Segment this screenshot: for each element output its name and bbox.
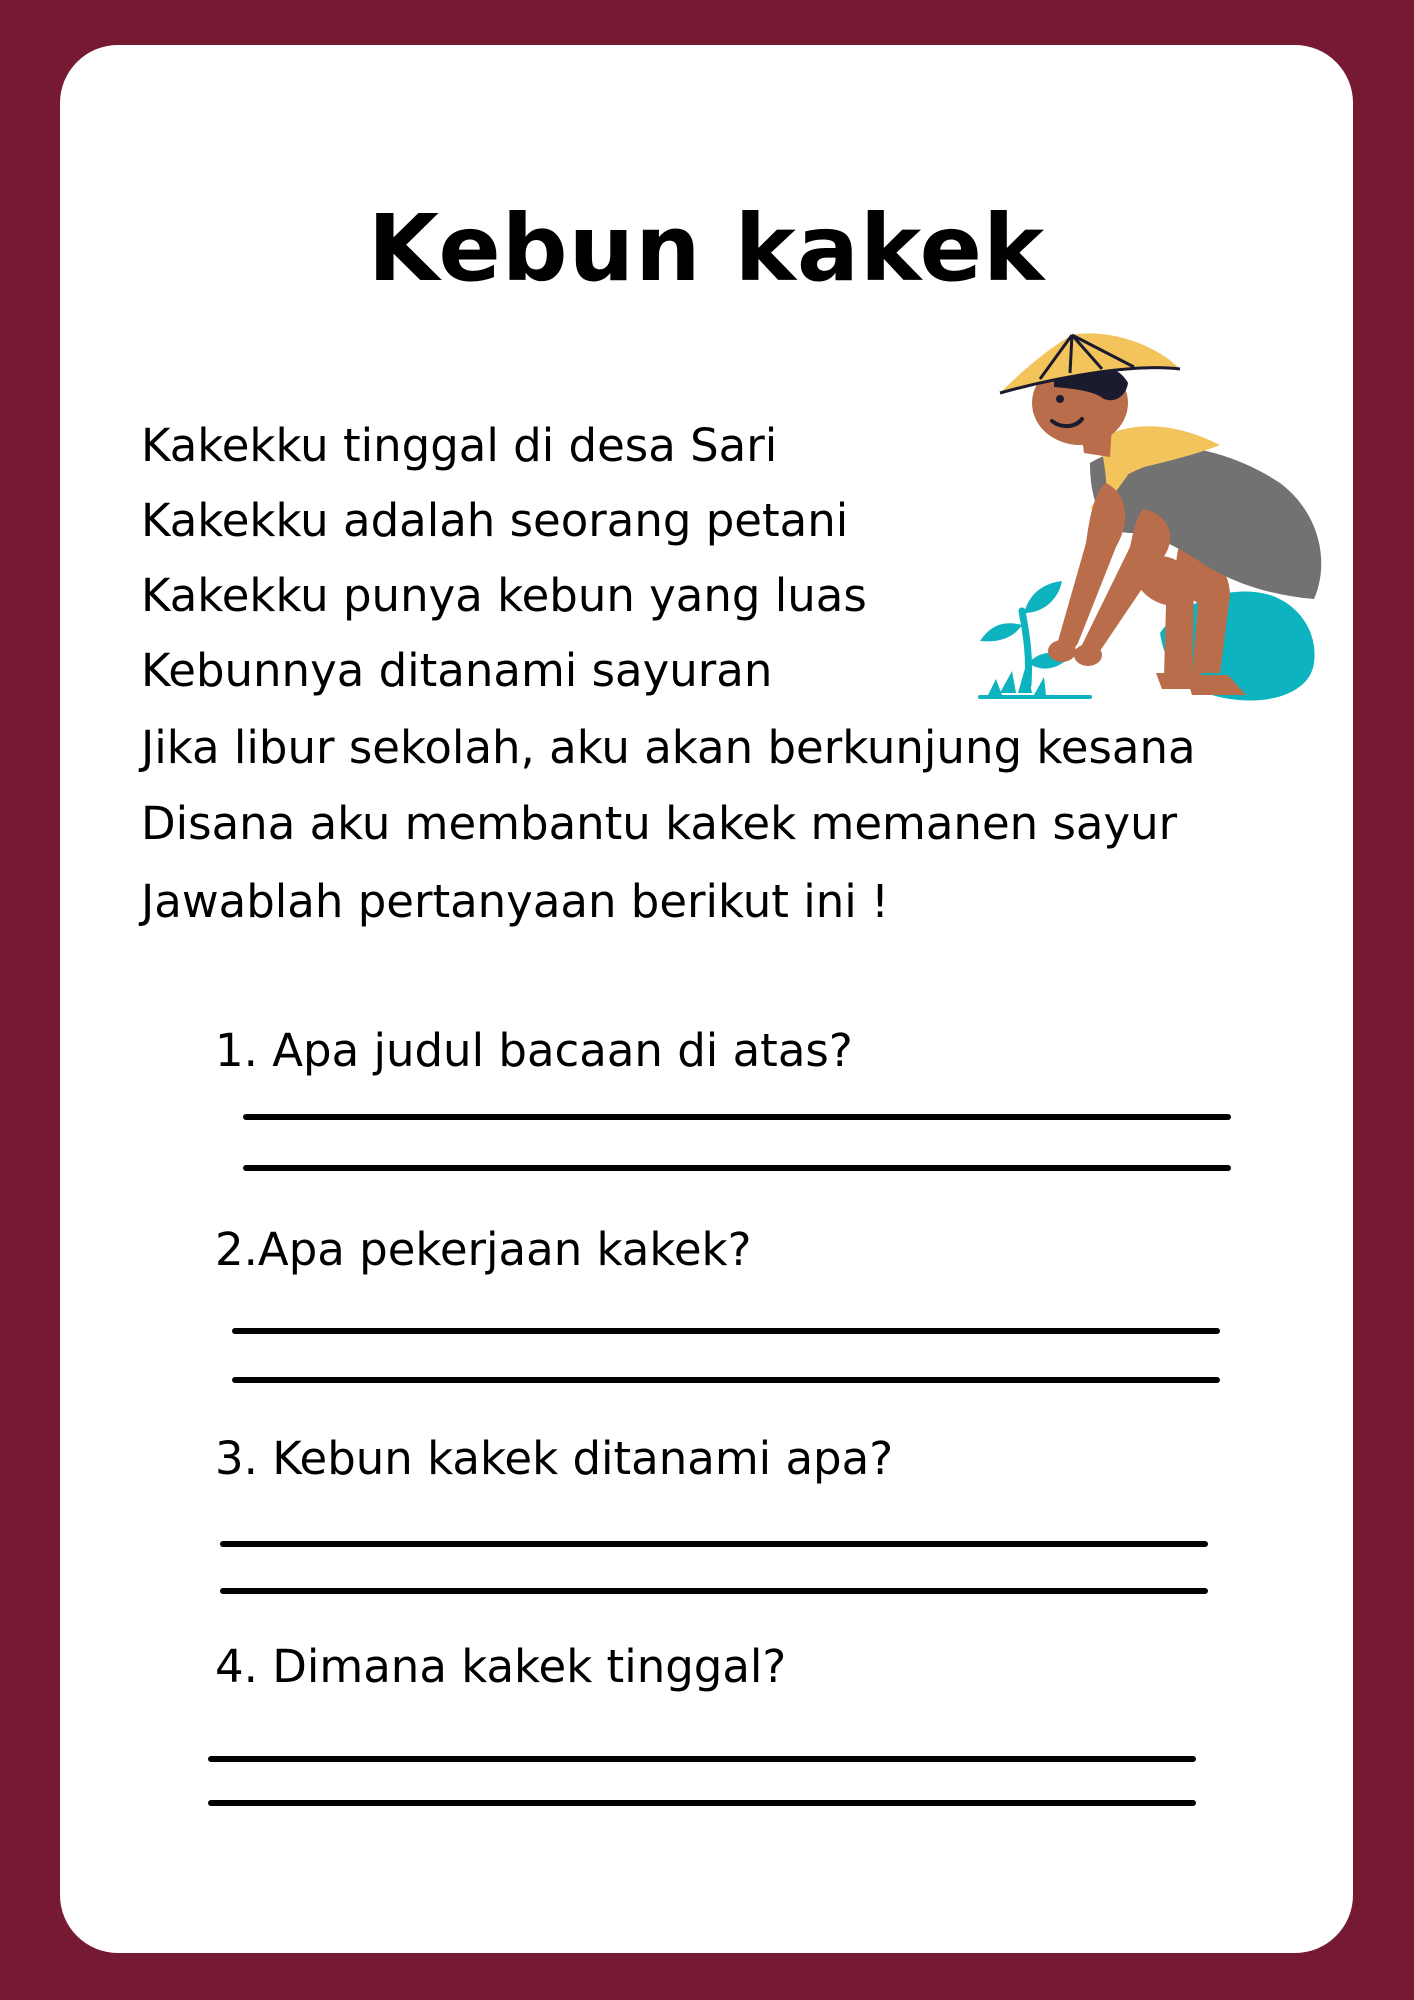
page-title: Kebun kakek [367,195,1046,302]
answer-line [243,1114,1231,1120]
story-line: Jika libur sekolah, aku akan berkunjung kesana [141,721,1196,774]
answer-line [232,1377,1220,1383]
story-line: Kebunnya ditanami sayuran [141,644,773,697]
instruction-text: Jawablah pertanyaan berikut ini ! [141,875,890,928]
answer-line [208,1800,1196,1806]
answer-line [232,1328,1220,1334]
question-2: 2.Apa pekerjaan kakek? [215,1223,752,1276]
story-line: Kakekku punya kebun yang luas [141,569,867,622]
story-line: Kakekku tinggal di desa Sari [141,419,778,472]
question-4: 4. Dimana kakek tinggal? [215,1640,787,1693]
answer-line [220,1541,1208,1547]
story-line: Disana aku membantu kakek memanen sayur [141,797,1178,850]
answer-line [243,1165,1231,1171]
farmer-planting-seedling-icon [930,333,1350,713]
question-3: 3. Kebun kakek ditanami apa? [215,1432,894,1485]
answer-line [220,1588,1208,1594]
answer-line [208,1756,1196,1762]
worksheet-card [60,45,1353,1953]
question-1: 1. Apa judul bacaan di atas? [215,1024,853,1077]
story-line: Kakekku adalah seorang petani [141,494,849,547]
